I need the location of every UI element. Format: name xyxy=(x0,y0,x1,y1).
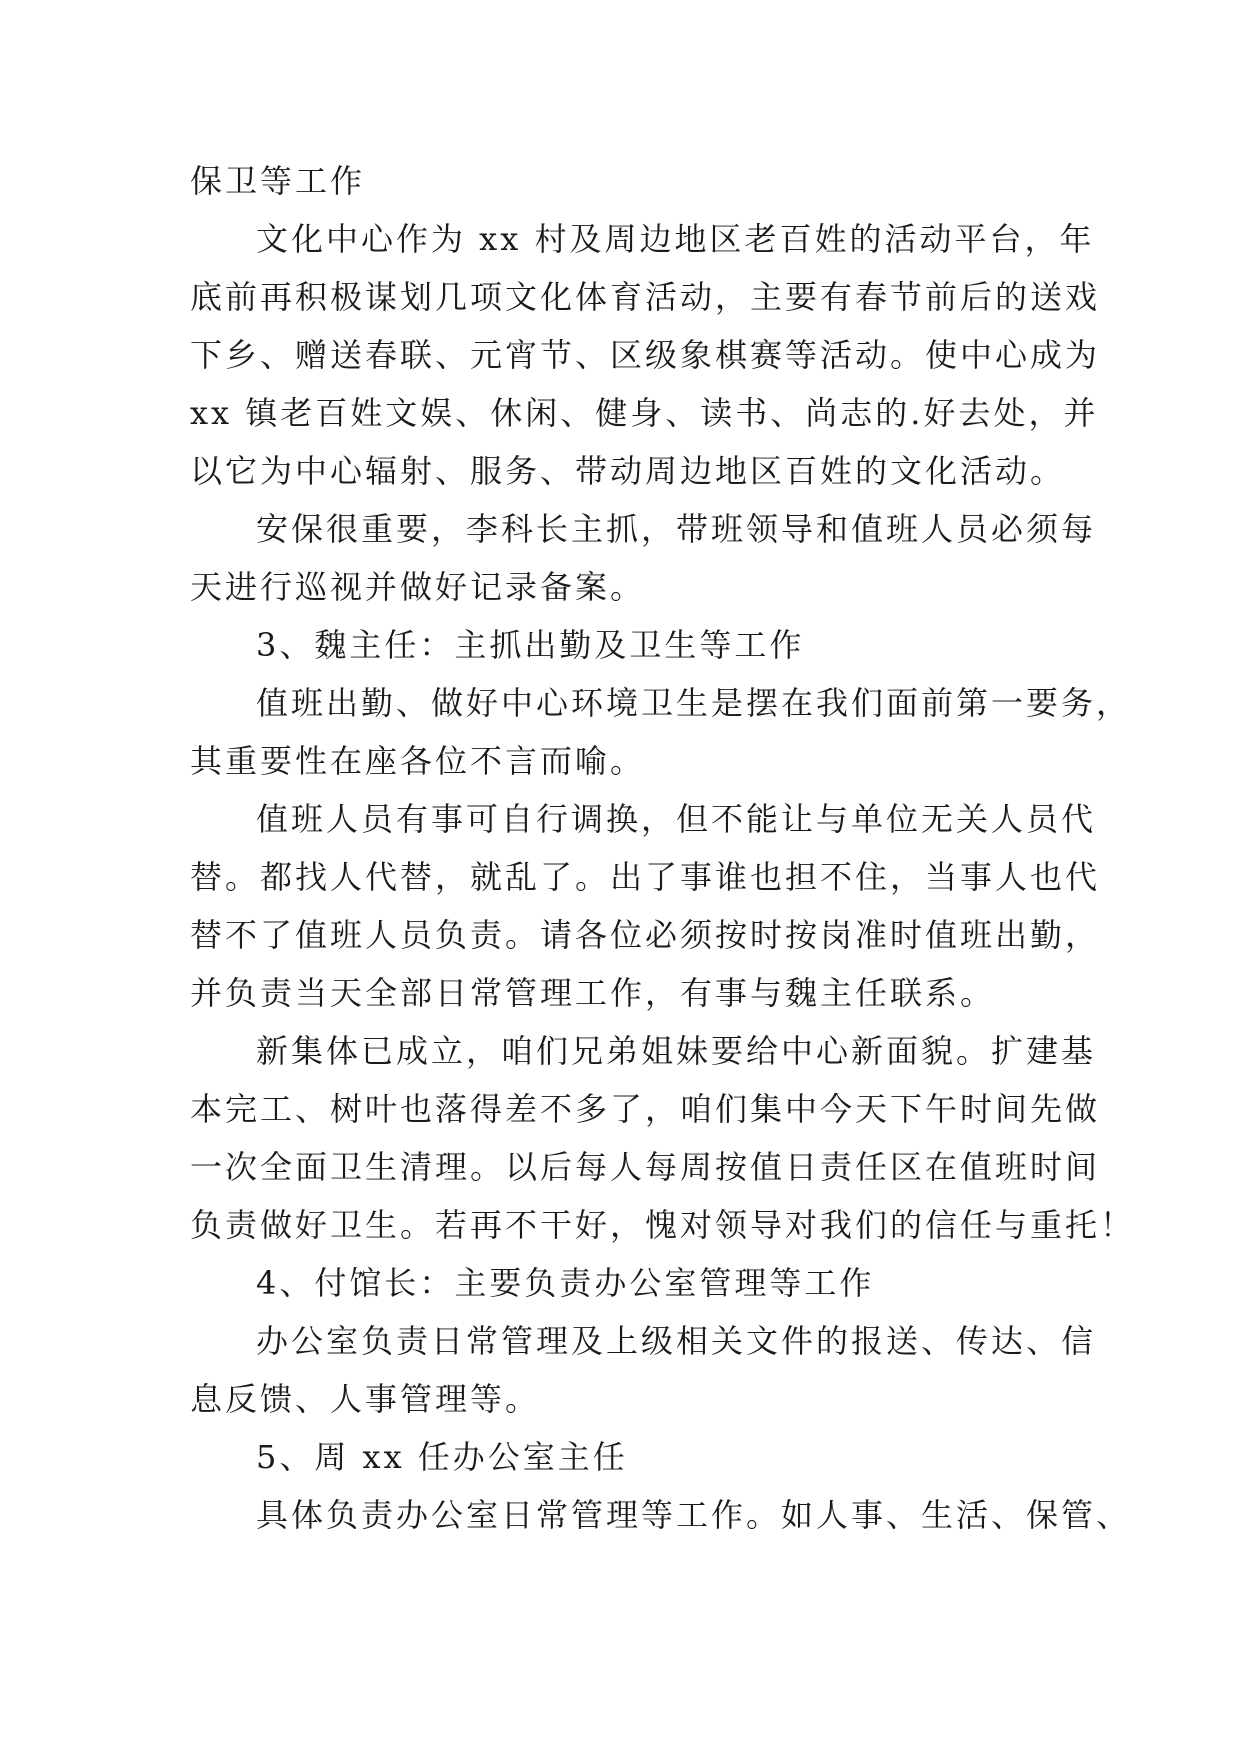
text-line: 安保很重要，李科长主抓，带班领导和值班人员必须每 xyxy=(256,510,1097,548)
text-line: 替不了值班人员负责。请各位必须按时按岗准时值班出勤， xyxy=(190,916,1101,954)
text-line: 其重要性在座各位不言而喻。 xyxy=(190,742,646,780)
text-line: 天进行巡视并做好记录备案。 xyxy=(190,568,646,606)
text-line: 替。都找人代替，就乱了。出了事谁也担不住，当事人也代 xyxy=(190,858,1101,896)
text-line: 具体负责办公室日常管理等工作。如人事、生活、保管、 xyxy=(256,1496,1132,1534)
text-line: 息反馈、人事管理等。 xyxy=(190,1380,541,1418)
text-line: 一次全面卫生清理。以后每人每周按值日责任区在值班时间 xyxy=(190,1148,1101,1186)
section-heading: 3、魏主任：主抓出勤及卫生等工作 xyxy=(256,626,805,664)
section-heading: 4、付馆长：主要负责办公室管理等工作 xyxy=(256,1264,875,1302)
document-body xyxy=(190,152,1136,1544)
text-line: 负责做好卫生。若再不干好，愧对领导对我们的信任与重托！ xyxy=(190,1206,1136,1244)
section-heading: 5、周 xx 任办公室主任 xyxy=(256,1438,628,1476)
text-line: 值班出勤、做好中心环境卫生是摆在我们面前第一要务， xyxy=(256,684,1132,722)
text-line: 文化中心作为 xx 村及周边地区老百姓的活动平台，年 xyxy=(256,220,1095,258)
text-line: 保卫等工作 xyxy=(190,162,366,200)
text-line: 值班人员有事可自行调换，但不能让与单位无关人员代 xyxy=(256,800,1097,838)
text-line: 以它为中心辐射、服务、带动周边地区百姓的文化活动。 xyxy=(190,452,1066,490)
text-line: 本完工、树叶也落得差不多了，咱们集中今天下午时间先做 xyxy=(190,1090,1101,1128)
text-line: 新集体已成立，咱们兄弟姐妹要给中心新面貌。扩建基 xyxy=(256,1032,1097,1070)
text-line: 并负责当天全部日常管理工作，有事与魏主任联系。 xyxy=(190,974,996,1012)
text-line: 办公室负责日常管理及上级相关文件的报送、传达、信 xyxy=(256,1322,1097,1360)
text-line: 底前再积极谋划几项文化体育活动，主要有春节前后的送戏 xyxy=(190,278,1101,316)
text-line: xx 镇老百姓文娱、休闲、健身、读书、尚志的.好去处，并 xyxy=(190,394,1099,432)
text-line: 下乡、赠送春联、元宵节、区级象棋赛等活动。使中心成为 xyxy=(190,336,1101,374)
